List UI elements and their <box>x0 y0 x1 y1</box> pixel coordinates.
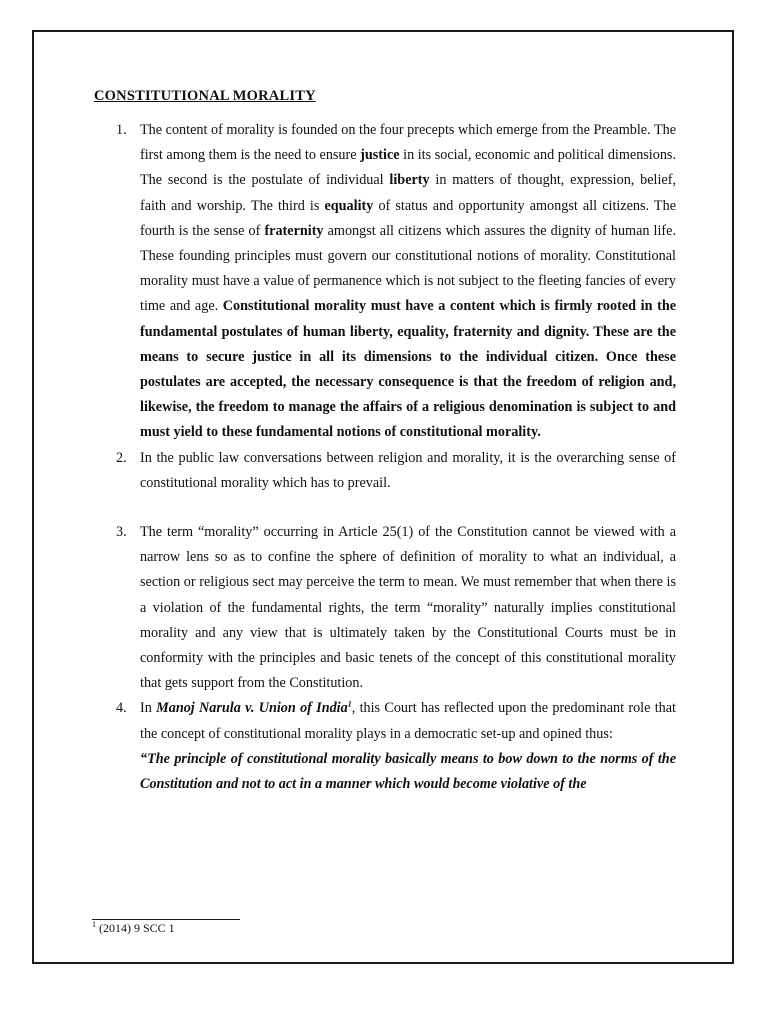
text-run: in matters of thought, expression, belief, faith and worship. The third is <box>140 172 676 214</box>
footnote-marker: 1 <box>92 920 96 929</box>
bold-text: equality <box>324 197 374 214</box>
document-heading: CONSTITUTIONAL MORALITY <box>94 88 316 104</box>
paragraph-number: 4. <box>116 700 127 717</box>
paragraph-number: 1. <box>116 122 127 138</box>
bold-text: Constitutional morality must have a content which is firmly rooted in the fundamental postulates of human liberty, equality, fraternity and dignity. These are the means to secure justice in all its dimensions to the individual citizen. Once these postulates are accepted, the necessary consequence is that the freedom of religion and, likewise, the freedom to manage the affairs of a religious denomination is subject to and must yield to these fundamental notions of constitutional morality. <box>140 298 677 441</box>
footnote-reference: 1 <box>347 699 352 709</box>
numbered-paragraph-list <box>34 118 734 797</box>
bold-text: fraternity <box>264 222 324 239</box>
text-run: amongst all citizens which assures the dignity of human life. These founding principles must govern our constitutional notions of morality. Constitutional morality must have a value of permanence which is not subject to the fleeting fancies of every time and age. <box>140 222 676 315</box>
footnote-text: (2014) 9 SCC 1 <box>96 921 175 935</box>
paragraph-item <box>34 446 734 496</box>
text-run: In <box>140 700 157 717</box>
paragraph-number: 3. <box>116 524 127 541</box>
paragraph-gap <box>34 496 734 520</box>
paragraph-text <box>140 696 676 797</box>
text-run: In the public law conversations between religion and morality, it is the overarching sense of constitutional morality which has to prevail. <box>140 449 676 491</box>
text-run: The term “morality” occurring in Article 25(1) of the Constitution cannot be viewed with a narrow lens so as to confine the sphere of definition of morality to what an individual, a section or religious sect may perceive the term to mean. We must remember that when there is a violation of the fundamental rights, the term “morality” naturally implies constitutional morality and any view that is ultimately taken by the Constitutional Courts must be in conformity with the principles and basic tenets of the concept of this constitutional morality that gets support from the Constitution. <box>140 524 676 692</box>
bold-italic-text: “The principle of constitutional morality basically means to bow down to the norms of the Constitution and not to act in a manner which would become violative of the <box>140 750 676 793</box>
paragraph-number: 2. <box>116 449 127 466</box>
paragraph-item <box>34 520 734 696</box>
footnote <box>92 921 175 936</box>
text-run: , this Court has reflected upon the predominant role that the concept of constitutional morality plays in a democratic set-up and opined thus: <box>140 700 676 742</box>
document-page <box>32 30 734 964</box>
footnote-separator <box>92 919 240 920</box>
text-run: in its social, economic and political dimensions. The second is the postulate of individual <box>140 147 677 189</box>
text-run: of status and opportunity amongst all citizens. The fourth is the sense of <box>140 197 676 239</box>
paragraph-item <box>34 696 734 797</box>
bold-text: liberty <box>389 172 430 189</box>
paragraph-item <box>34 118 734 446</box>
paragraph-text <box>140 118 676 446</box>
text-run: The content of morality is founded on the four precepts which emerge from the Preamble. The first among them is the need to ensure <box>140 122 676 164</box>
bold-text: justice <box>360 147 400 164</box>
bold-italic-text: Manoj Narula v. Union of India <box>156 700 348 717</box>
paragraph-text <box>140 520 676 696</box>
paragraph-text <box>140 446 676 496</box>
